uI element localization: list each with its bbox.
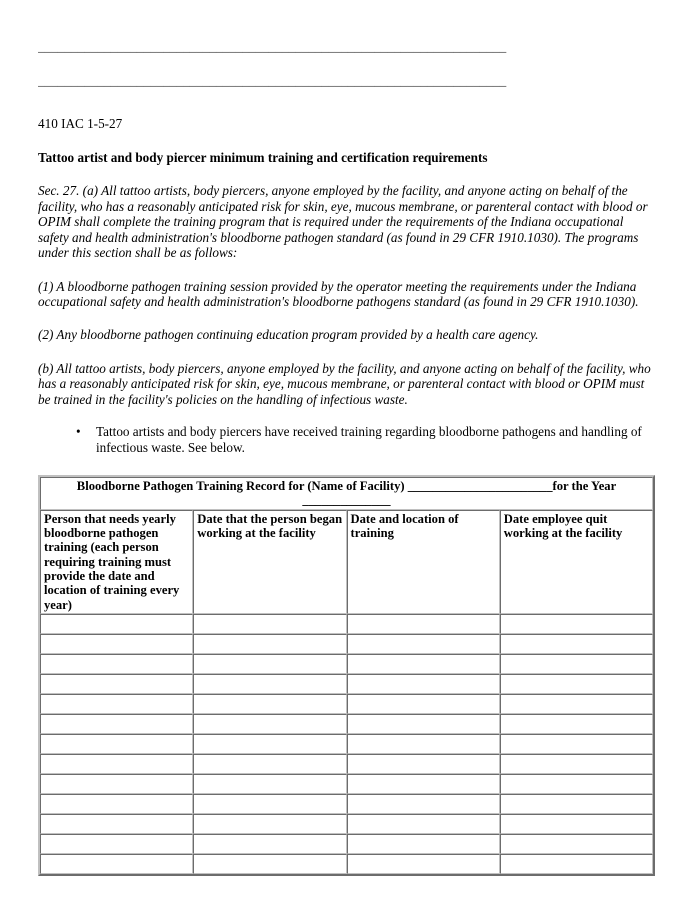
cell-quit-date[interactable]	[500, 614, 653, 634]
table-title-cell	[40, 477, 653, 510]
cell-training[interactable]	[347, 734, 500, 754]
cell-person[interactable]	[40, 654, 193, 674]
cell-training[interactable]	[347, 694, 500, 714]
table-row[interactable]	[40, 794, 653, 814]
table-row[interactable]	[40, 714, 653, 734]
cell-start-date[interactable]	[193, 774, 346, 794]
list-item	[38, 424, 657, 455]
table-row[interactable]	[40, 754, 653, 774]
cell-person[interactable]	[40, 614, 193, 634]
column-header-quit-date: Date employee quit working at the facility	[500, 510, 653, 614]
table-row[interactable]	[40, 734, 653, 754]
cell-training[interactable]	[347, 794, 500, 814]
cell-quit-date[interactable]	[500, 734, 653, 754]
cell-quit-date[interactable]	[500, 834, 653, 854]
table-row[interactable]	[40, 834, 653, 854]
cell-quit-date[interactable]	[500, 814, 653, 834]
paragraph-sec27b: (b) All tattoo artists, body piercers, anyone employed by the facility, and anyone acting on behalf of the facility, who has a reasonably anticipated risk for skin, eye, mucous membrane, or parenteral contact with blood or OPIM must be trained in the facility's policies on the handling of infectious waste.	[38, 360, 651, 407]
cell-training[interactable]	[347, 674, 500, 694]
horizontal-rule-second: _______________________________________________________________________	[38, 74, 507, 88]
table-row[interactable]	[40, 694, 653, 714]
table-title-text: Bloodborne Pathogen Training Record for (Name of Facility) _______________________for the Year ______________	[76, 479, 617, 508]
cell-quit-date[interactable]	[500, 634, 653, 654]
cell-training[interactable]	[347, 834, 500, 854]
column-header-training-date-location: Date and location of training	[347, 510, 500, 614]
cell-person[interactable]	[40, 714, 193, 734]
cell-start-date[interactable]	[193, 634, 346, 654]
cell-start-date[interactable]	[193, 814, 346, 834]
cell-person[interactable]	[40, 794, 193, 814]
cell-quit-date[interactable]	[500, 854, 653, 874]
document-code: 410 IAC 1-5-27	[38, 116, 123, 131]
table-body	[40, 477, 653, 874]
cell-quit-date[interactable]	[500, 674, 653, 694]
cell-training[interactable]	[347, 654, 500, 674]
cell-start-date[interactable]	[193, 834, 346, 854]
cell-start-date[interactable]	[193, 614, 346, 634]
cell-training[interactable]	[347, 714, 500, 734]
paragraph-sec27a: Sec. 27. (a) All tattoo artists, body piercers, anyone employed by the facility, and anyone acting on behalf of the facility, who has a reasonably anticipated risk for skin, eye, mucous membrane, or parenteral contact with blood or OPIM shall complete the training program that is required under the requirements of the Indiana occupational safety and health administration's bloodborne pathogen standard (as found in 29 CFR 1910.1030). The programs under this section shall be as follows:	[38, 183, 648, 261]
cell-start-date[interactable]	[193, 654, 346, 674]
paragraph-item-1: (1) A bloodborne pathogen training session provided by the operator meeting the requirements under the Indiana occupational safety and health administration's bloodborne pathogens standard (as found in 29 CFR 1910.1030).	[38, 278, 639, 309]
list-item-label: Tattoo artists and body piercers have received training regarding bloodborne pathogens and handling of infectious waste. See below.	[96, 424, 642, 455]
cell-person[interactable]	[40, 754, 193, 774]
cell-person[interactable]	[40, 694, 193, 714]
horizontal-rule-top: _______________________________________________________________________	[38, 40, 507, 54]
cell-quit-date[interactable]	[500, 754, 653, 774]
table-row[interactable]	[40, 654, 653, 674]
cell-person[interactable]	[40, 674, 193, 694]
cell-training[interactable]	[347, 634, 500, 654]
cell-quit-date[interactable]	[500, 694, 653, 714]
cell-start-date[interactable]	[193, 694, 346, 714]
training-record-table	[38, 475, 655, 876]
table-row[interactable]	[40, 614, 653, 634]
cell-start-date[interactable]	[193, 754, 346, 774]
table-row[interactable]	[40, 814, 653, 834]
cell-training[interactable]	[347, 614, 500, 634]
cell-person[interactable]	[40, 734, 193, 754]
column-header-person: Person that needs yearly bloodborne pathogen training (each person requiring training must provide the date and location of training every year)	[40, 510, 193, 614]
cell-training[interactable]	[347, 754, 500, 774]
cell-quit-date[interactable]	[500, 654, 653, 674]
cell-training[interactable]	[347, 854, 500, 874]
cell-quit-date[interactable]	[500, 774, 653, 794]
bullet-dot-icon: •	[76, 424, 81, 440]
paragraph-item-2: (2) Any bloodborne pathogen continuing education program provided by a health care agency.	[38, 327, 539, 343]
cell-person[interactable]	[40, 814, 193, 834]
cell-quit-date[interactable]	[500, 714, 653, 734]
cell-start-date[interactable]	[193, 854, 346, 874]
document-body	[38, 36, 657, 876]
bullet-list	[38, 424, 657, 455]
table-row[interactable]	[40, 854, 653, 874]
table-row[interactable]	[40, 674, 653, 694]
table-row[interactable]	[40, 774, 653, 794]
table-title-row	[40, 477, 653, 510]
cell-training[interactable]	[347, 774, 500, 794]
cell-person[interactable]	[40, 834, 193, 854]
cell-person[interactable]	[40, 774, 193, 794]
page-title: Tattoo artist and body piercer minimum training and certification requirements	[38, 150, 488, 166]
cell-start-date[interactable]	[193, 794, 346, 814]
cell-person[interactable]	[40, 634, 193, 654]
table-header-row	[40, 510, 653, 614]
cell-start-date[interactable]	[193, 734, 346, 754]
cell-person[interactable]	[40, 854, 193, 874]
table-row[interactable]	[40, 634, 653, 654]
cell-quit-date[interactable]	[500, 794, 653, 814]
cell-start-date[interactable]	[193, 714, 346, 734]
cell-start-date[interactable]	[193, 674, 346, 694]
cell-training[interactable]	[347, 814, 500, 834]
column-header-start-date: Date that the person began working at the facility	[193, 510, 346, 614]
